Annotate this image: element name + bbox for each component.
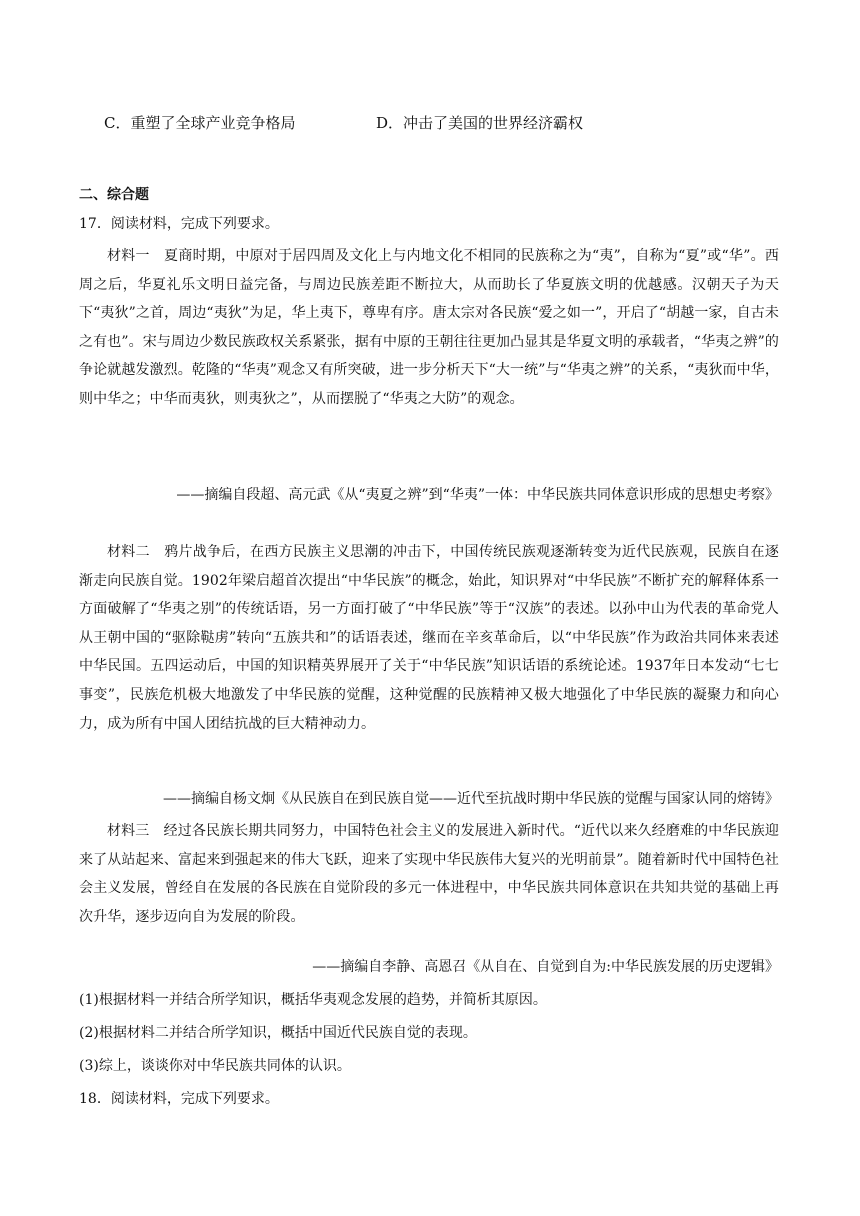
section-title: 二、综合题 [79, 187, 149, 203]
sub-question-2: (2)根据材料二并结合所学知识，概括中国近代民族自觉的表现。 [79, 1025, 477, 1041]
option-c[interactable]: C．重塑了全球产业竞争格局 [104, 114, 296, 132]
answer-options [104, 112, 584, 134]
material-3: 材料三 经过各民族长期共同努力，中国特色社会主义的发展进入新时代。“近代以来久经磨难的中华民族迎来了从站起来、富起来到强起来的伟大飞跃，迎来了实现中华民族伟大复兴的光明前景”。随着新时代中国特色社会主义发展，曾经自在发展的各民族在自觉阶段的多元一体进程中，中华民族共同体意识在共知共觉的基础上再次升华，逐步迈向自为发展的阶段。 [79, 823, 779, 925]
sub-question-1: (1)根据材料一并结合所学知识，概括华夷观念发展的趋势，并简析其原因。 [79, 992, 547, 1008]
question-18-prompt: 18．阅读材料，完成下列要求。 [79, 1091, 279, 1107]
material-2: 材料二 鸦片战争后，在西方民族主义思潮的冲击下，中国传统民族观逐渐转变为近代民族观，民族自在逐渐走向民族自觉。1902年梁启超首次提出“中华民族”的概念，始此，知识界对“中华民族”不断扩充的解释体系一方面破解了“华夷之别”的传统话语，另一方面打破了“中华民族”等于“汉族”的表述。以孙中山为代表的革命党人从王朝中国的“驱除鞑虏”转向“五族共和”的话语表述，继而在辛亥革命后，以“中华民族”作为政治共同体来表述中华民国。五四运动后，中国的知识精英界展开了关于“中华民族”知识话语的系统论述。1937年日本发动“七七事变”，民族危机极大地激发了中华民族的觉醒，这种觉醒的民族精神又极大地强化了中华民族的凝聚力和向心力，成为所有中国人团结抗战的巨大精神动力。 [79, 544, 779, 732]
material-3-source: ——摘编自李静、高恩召《从自在、自觉到自为:中华民族发展的历史逻辑》 [312, 959, 779, 975]
material-1: 材料一 夏商时期，中原对于居四周及文化上与内地文化不相同的民族称之为“夷”，自称为“夏”或“华”。西周之后，华夏礼乐文明日益完备，与周边民族差距不断拉大，从而助长了华夏族文明的优越感。汉朝天子为天下“夷狄”之首，周边“夷狄”为足，华上夷下，尊卑有序。唐太宗对各民族“爱之如一”，开启了“胡越一家，自古未之有也”。宋与周边少数民族政权关系紧张，据有中原的王朝往往更加凸显其是华夏文明的承载者，“华夷之辨”的争论就越发激烈。乾隆的“华夷”观念又有所突破，进一步分析天下“大一统”与“华夷之辨”的关系，“夷狄而中华，则中华之；中华而夷狄，则夷狄之”，从而摆脱了“华夷之大防”的观念。 [79, 248, 779, 407]
question-17-prompt: 17．阅读材料，完成下列要求。 [79, 216, 279, 232]
material-1-source: ——摘编自段超、高元武《从“夷夏之辨”到“华夷”一体：中华民族共同体意识形成的思想史考察》 [176, 487, 779, 503]
option-d[interactable]: D．冲击了美国的世界经济霸权 [376, 114, 584, 132]
sub-question-3: (3)综上，谈谈你对中华民族共同体的认识。 [79, 1058, 351, 1074]
material-2-source: ——摘编自杨文炯《从民族自在到民族自觉——近代至抗战时期中华民族的觉醒与国家认同的熔铸》 [163, 791, 779, 807]
